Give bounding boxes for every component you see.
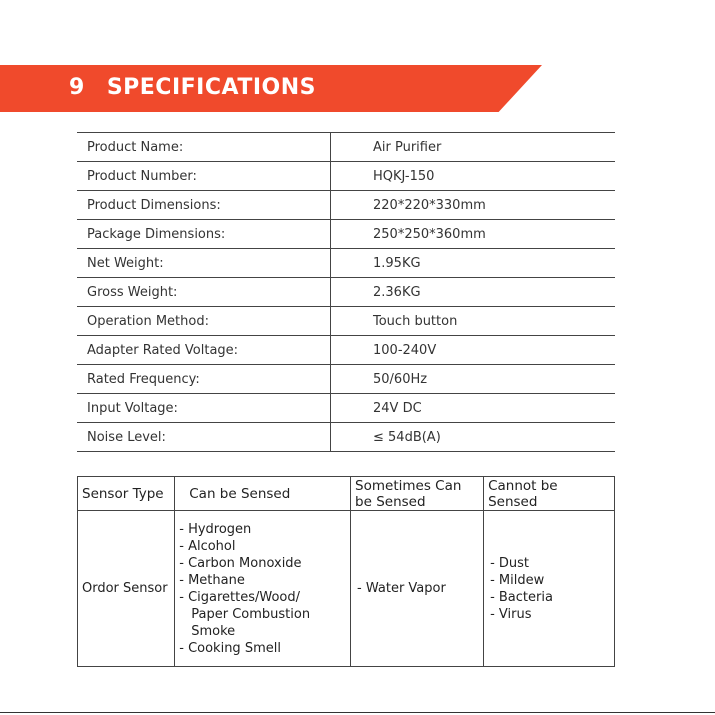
table-row xyxy=(78,511,615,667)
list-item: - Dust xyxy=(490,555,530,571)
list-item: - Mildew xyxy=(490,572,545,588)
list-item: - Alcohol xyxy=(179,538,236,554)
list-item: - Virus xyxy=(490,606,532,622)
table-row xyxy=(77,162,615,191)
spec-value: 1.95KG xyxy=(331,249,616,278)
sensor-header-row xyxy=(78,477,615,511)
list-item: Paper Combustion xyxy=(191,606,311,622)
spec-label: Product Name: xyxy=(77,133,331,162)
table-row xyxy=(77,394,615,423)
spec-value: Air Purifier xyxy=(331,133,616,162)
list-item: - Hydrogen xyxy=(179,521,252,537)
table-row xyxy=(77,365,615,394)
spec-table xyxy=(77,132,615,452)
spec-value: 50/60Hz xyxy=(331,365,616,394)
section-heading xyxy=(69,75,316,100)
list-item: - Carbon Monoxide xyxy=(179,555,302,571)
sensor-table xyxy=(77,476,615,667)
sometimes-list xyxy=(357,580,479,597)
table-row xyxy=(77,307,615,336)
spec-value: ≤ 54dB(A) xyxy=(331,423,616,452)
table-row xyxy=(77,133,615,162)
spec-value: 24V DC xyxy=(331,394,616,423)
bottom-divider xyxy=(0,712,715,713)
list-item: - Water Vapor xyxy=(357,581,446,596)
spec-value: Touch button xyxy=(331,307,616,336)
spec-label: Operation Method: xyxy=(77,307,331,336)
sensor-type-cell: Ordor Sensor xyxy=(78,511,175,667)
spec-value: 250*250*360mm xyxy=(331,220,616,249)
cannot-be-sensed-list xyxy=(490,555,610,623)
header-can-be-sensed: Can be Sensed xyxy=(175,477,351,511)
spec-label: Product Dimensions: xyxy=(77,191,331,220)
table-row xyxy=(77,191,615,220)
spec-value: HQKJ-150 xyxy=(331,162,616,191)
section-title: SPECIFICATIONS xyxy=(106,75,316,100)
cannot-be-sensed-cell xyxy=(484,511,615,667)
can-be-sensed-list xyxy=(179,521,346,657)
spec-value: 100-240V xyxy=(331,336,616,365)
spec-label: Input Voltage: xyxy=(77,394,331,423)
table-row xyxy=(77,249,615,278)
table-row xyxy=(77,220,615,249)
spec-label: Gross Weight: xyxy=(77,278,331,307)
spec-label: Noise Level: xyxy=(77,423,331,452)
can-be-sensed-cell xyxy=(175,511,351,667)
header-sensor-type: Sensor Type xyxy=(78,477,175,511)
table-row xyxy=(77,336,615,365)
sometimes-cell xyxy=(351,511,484,667)
spec-label: Product Number: xyxy=(77,162,331,191)
list-item: - Cigarettes/Wood/ xyxy=(179,589,301,605)
header-sometimes: Sometimes Can be Sensed xyxy=(351,477,484,511)
list-item: Smoke xyxy=(191,623,236,639)
section-number: 9 xyxy=(69,75,85,100)
spec-label: Package Dimensions: xyxy=(77,220,331,249)
table-row xyxy=(77,423,615,452)
spec-value: 2.36KG xyxy=(331,278,616,307)
spec-label: Rated Frequency: xyxy=(77,365,331,394)
list-item: - Bacteria xyxy=(490,589,553,605)
list-item: - Cooking Smell xyxy=(179,640,281,656)
list-item: - Methane xyxy=(179,572,245,588)
spec-label: Net Weight: xyxy=(77,249,331,278)
spec-label: Adapter Rated Voltage: xyxy=(77,336,331,365)
spec-value: 220*220*330mm xyxy=(331,191,616,220)
header-cannot-be-sensed: Cannot be Sensed xyxy=(484,477,615,511)
table-row xyxy=(77,278,615,307)
